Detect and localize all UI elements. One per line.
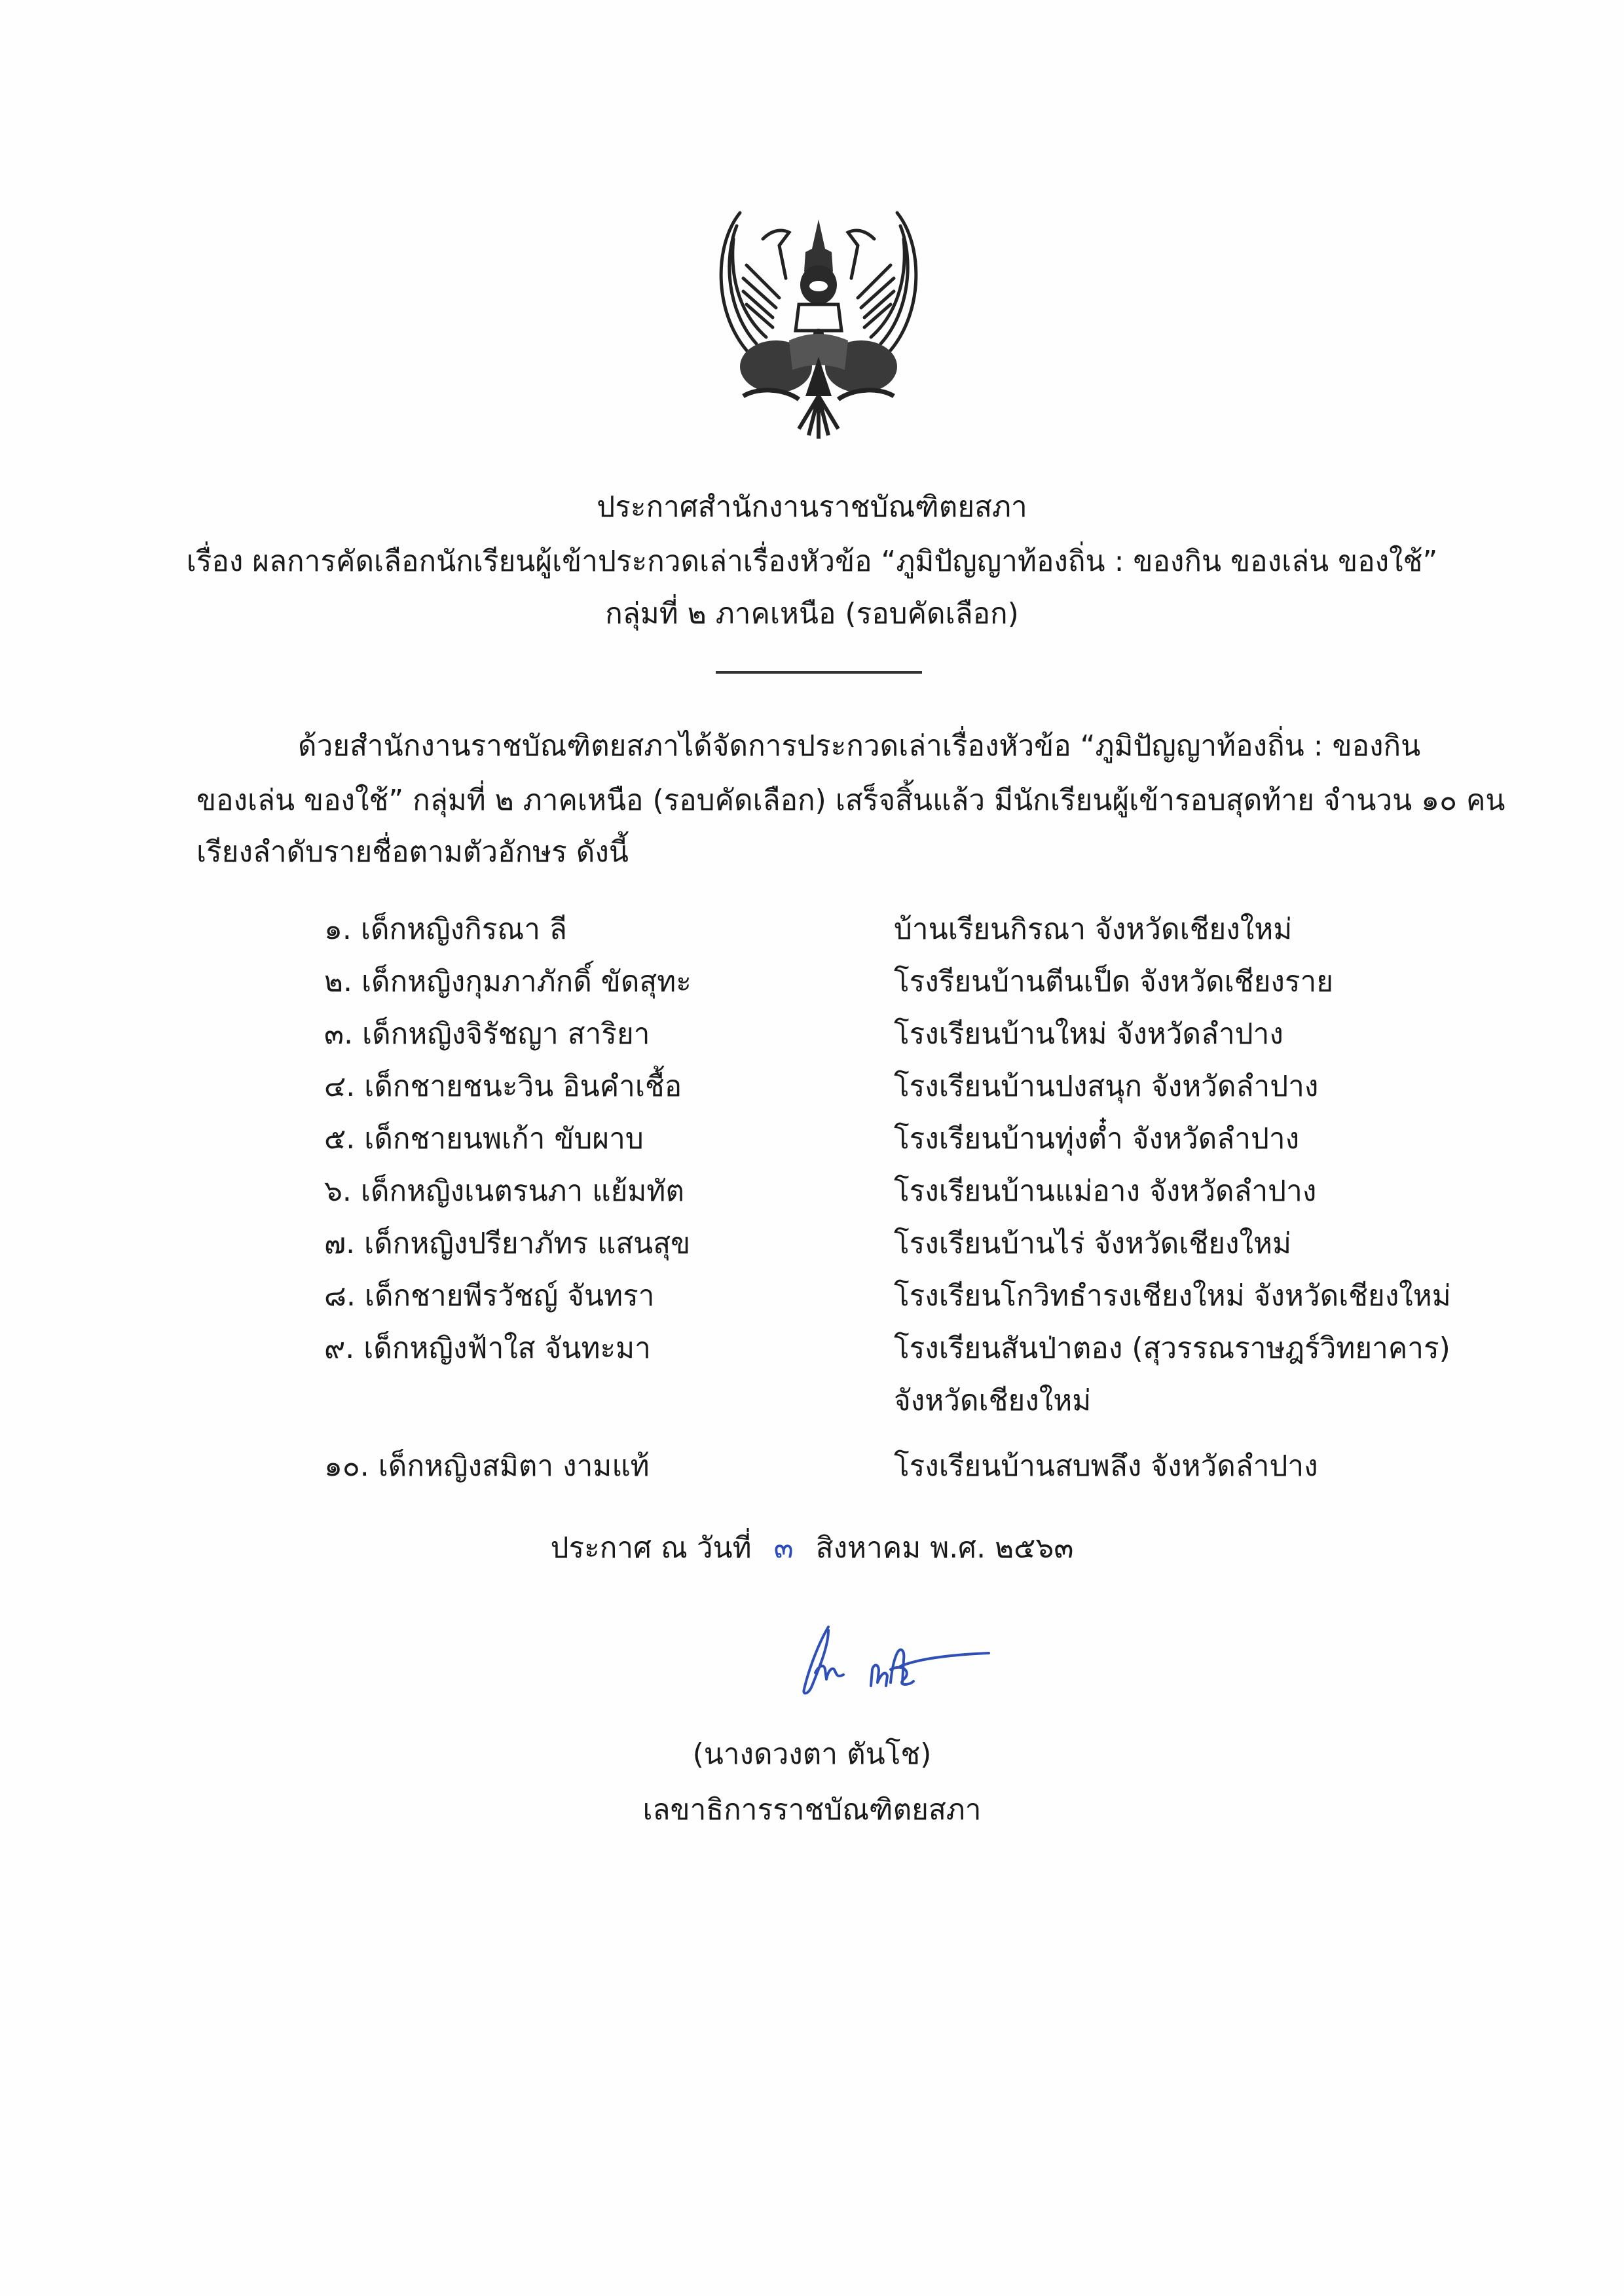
finalist-school: โรงเรียนบ้านทุ่งต๋ำ จังหวัดลำปาง bbox=[894, 1122, 1300, 1156]
finalist-name: ๔. เด็กชายชนะวิน อินคำเชื้อ bbox=[324, 1070, 682, 1103]
finalist-school: บ้านเรียนกิรณา จังหวัดเชียงใหม่ bbox=[894, 913, 1293, 946]
finalist-name: ๓. เด็กหญิงจิรัชญา สาริยา bbox=[324, 1017, 650, 1051]
announcement-title: ประกาศสำนักงานราชบัณฑิตยสภา bbox=[597, 490, 1027, 524]
finalist-name: ๑๐. เด็กหญิงสมิตา งามแท้ bbox=[324, 1449, 650, 1483]
finalist-name: ๒. เด็กหญิงกุมภาภักดิ์ ขัดสุทะ bbox=[324, 965, 692, 998]
signatory-name: (นางดวงตา ตันโช) bbox=[692, 1738, 932, 1771]
finalist-school: โรงเรียนบ้านไร่ จังหวัดเชียงใหม่ bbox=[894, 1227, 1291, 1260]
date-suffix: สิงหาคม พ.ศ. ๒๕๖๓ bbox=[815, 1531, 1074, 1565]
finalist-school: โรงเรียนบ้านปงสนุก จังหวัดลำปาง bbox=[894, 1070, 1319, 1103]
finalist-school: โรงรียนบ้านตีนเป็ด จังหวัดเชียงราย bbox=[894, 965, 1333, 998]
finalist-name: ๖. เด็กหญิงเนตรนภา แย้มทัต bbox=[324, 1175, 684, 1208]
finalist-school: โรงเรียนบ้านใหม่ จังหวัดลำปาง bbox=[894, 1017, 1283, 1051]
date-day-handwritten: ๓ bbox=[773, 1531, 794, 1565]
announcement-group: กลุ่มที่ ๒ ภาคเหนือ (รอบคัดเลือก) bbox=[605, 597, 1019, 630]
date-prefix: ประกาศ ณ วันที่ bbox=[550, 1531, 752, 1565]
finalist-school: โรงเรียนบ้านแม่อาง จังหวัดลำปาง bbox=[894, 1175, 1317, 1208]
finalist-name: ๕. เด็กชายนพเก้า ขับผาบ bbox=[324, 1122, 644, 1156]
signatory-position: เลขาธิการราชบัณฑิตยสภา bbox=[642, 1793, 982, 1827]
garuda-emblem-icon bbox=[707, 200, 930, 442]
finalist-school: โรงเรียนโกวิทธำรงเชียงใหม่ จังหวัดเชียงใหม่ bbox=[894, 1279, 1451, 1313]
announcement-subject: เรื่อง ผลการคัดเลือกนักเรียนผู้เข้าประกวดเล่าเรื่องหัวข้อ “ภูมิปัญญาท้องถิ่น : ของกิน ของเล่น ของใช้” bbox=[186, 545, 1438, 578]
finalist-name: ๘. เด็กชายพีรวัชญ์ จันทรา bbox=[324, 1279, 655, 1313]
announcement-date bbox=[0, 1529, 1624, 1568]
body-paragraph-line-2: ของเล่น ของใช้” กลุ่มที่ ๒ ภาคเหนือ (รอบคัดเลือก) เสร็จสิ้นแล้ว มีนักเรียนผู้เข้ารอบสุดท้าย จำนวน ๑๐ คน bbox=[196, 784, 1505, 817]
finalist-name: ๗. เด็กหญิงปรียาภัทร แสนสุข bbox=[324, 1227, 691, 1260]
title-divider bbox=[716, 671, 922, 674]
finalist-name: ๑. เด็กหญิงกิรณา ลี bbox=[324, 913, 567, 946]
body-paragraph-line-3: เรียงลำดับรายชื่อตามตัวอักษร ดังนี้ bbox=[196, 835, 629, 869]
handwritten-signature-icon bbox=[799, 1624, 1008, 1702]
finalist-school: โรงเรียนบ้านสบพลึง จังหวัดลำปาง bbox=[894, 1449, 1318, 1483]
finalist-school: โรงเรียนสันป่าตอง (สุวรรณราษฎร์วิทยาคาร) bbox=[894, 1332, 1450, 1365]
finalist-name: ๙. เด็กหญิงฟ้าใส จันทะมา bbox=[324, 1332, 651, 1365]
body-paragraph-line-1: ด้วยสำนักงานราชบัณฑิตยสภาได้จัดการประกวดเล่าเรื่องหัวข้อ “ภูมิปัญญาท้องถิ่น : ของกิน bbox=[298, 729, 1421, 763]
finalist-school-line2: จังหวัดเชียงใหม่ bbox=[894, 1384, 1092, 1417]
